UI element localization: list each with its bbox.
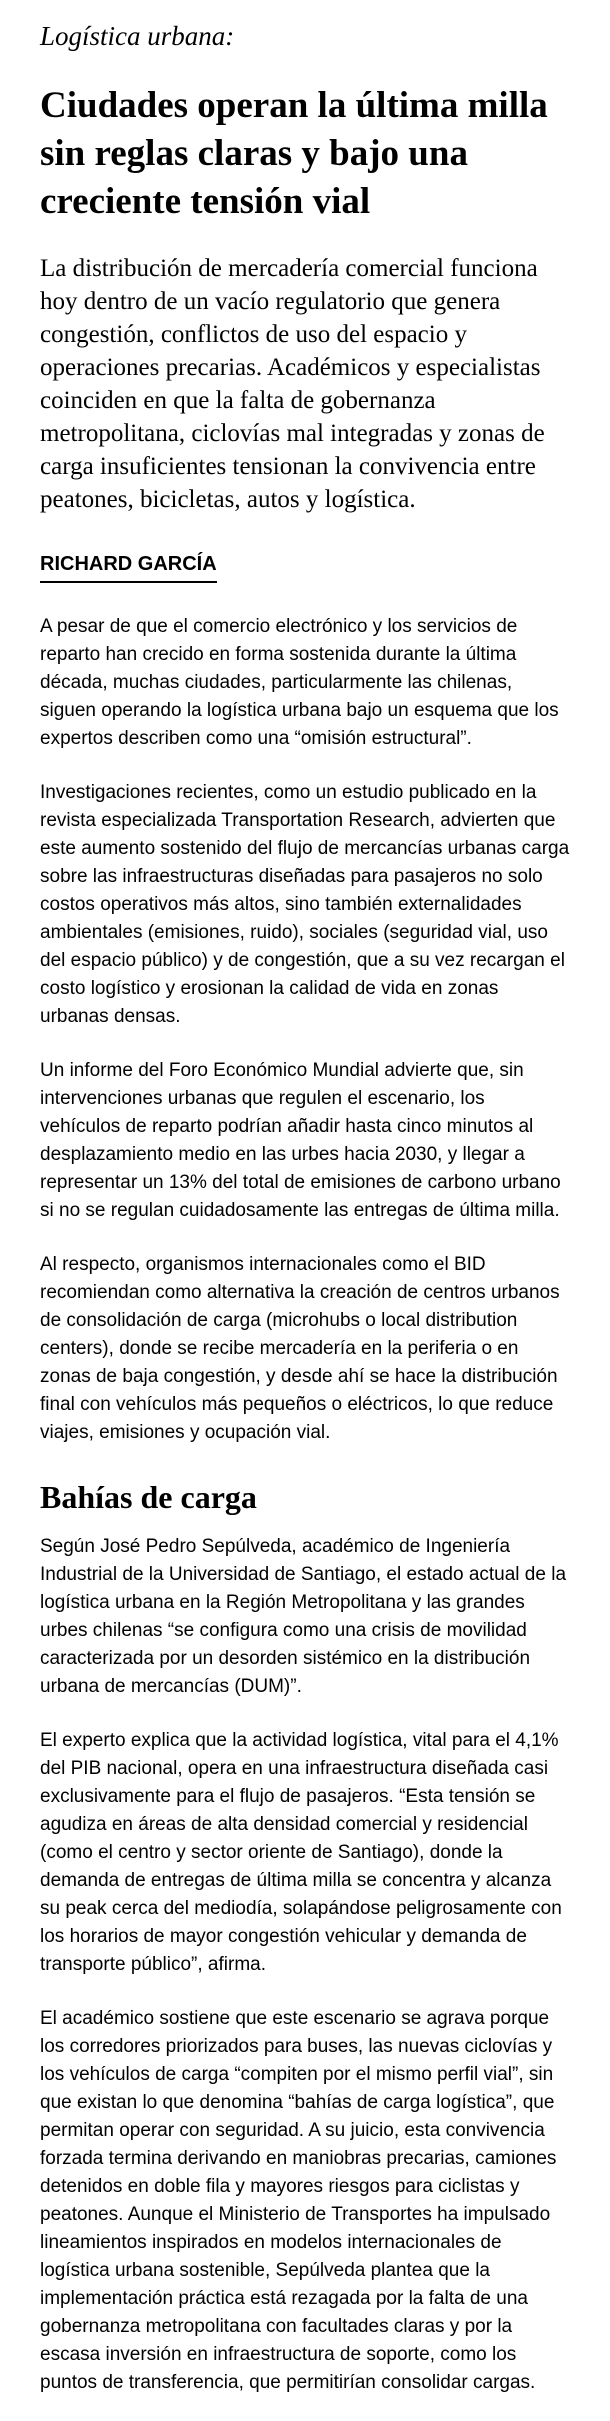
body-paragraph: Al respecto, organismos internacionales como el BID recomiendan como alternativa la creación de centros urbanos de consolidación de carga (microhubs o local distribution centers), donde se recibe mercadería en la periferia o en zonas de baja congestión, y desde ahí se hace la distribución final con vehículos más pequeños o eléctricos, lo que reduce viajes, emisiones y ocupación vial.	[40, 1254, 560, 1443]
section-heading: Bahías de carga	[40, 1479, 257, 1515]
body-paragraph: El académico sostiene que este escenario se agrava porque los corredores priorizados para buses, las nuevas ciclovías y los vehículos de carga “compiten por el mismo perfil vial”, sin que existan lo que denomina “bahías de carga logística”, que permitan operar con seguridad. A su juicio, esta convivencia forzada termina derivando en maniobras precarias, camiones detenidos en doble fila y mayores riesgos para ciclistas y peatones. Aunque el Ministerio de Transportes ha impulsado lineamientos inspirados en modelos internacionales de logística urbana sostenible, Sepúlveda plantea que la implementación práctica está rezagada por la falta de una gobernanza metropolitana con facultades claras y por la escasa inversión en infraestructura de soporte, como los puntos de transferencia, que permitirían consolidar cargas.	[40, 2008, 557, 2393]
byline: RICHARD GARCÍA	[40, 552, 217, 583]
body-paragraph: A pesar de que el comercio electrónico y los servicios de reparto han crecido en forma sostenida durante la última década, muchas ciudades, particularmente las chilenas, siguen operando la logística urbana bajo un esquema que los expertos describen como una “omisión estructural”.	[40, 616, 559, 749]
kicker: Logística urbana:	[40, 21, 235, 51]
lede: La distribución de mercadería comercial funciona hoy dentro de un vacío regulatorio que genera congestión, conflictos de uso del espacio y operaciones precarias. Académicos y especialistas coinciden en que la falta de gobernanza metropolitana, ciclovías mal integradas y zonas de carga insuficientes tensionan la convivencia entre peatones, bicicletas, autos y logística.	[40, 255, 545, 513]
body-paragraph: Investigaciones recientes, como un estudio publicado en la revista especializada Transportation Research, advierten que este aumento sostenido del flujo de mercancías urbanas carga sobre las infraestructuras diseñadas para pasajeros no solo costos operativos más altos, sino también externalidades ambientales (emisiones, ruido), sociales (seguridad vial, uso del espacio público) y de congestión, que a su vez recargan el costo logístico y erosionan la calidad de vida en zonas urbanas densas.	[40, 782, 570, 1027]
body-paragraph: El experto explica que la actividad logística, vital para el 4,1% del PIB nacional, opera en una infraestructura diseñada casi exclusivamente para el flujo de pasajeros. “Esta tensión se agudiza en áreas de alta densidad comercial y residencial (como el centro y sector oriente de Santiago), donde la demanda de entregas de última milla se concentra y alcanza su peak cerca del mediodía, solapándose peligrosamente con los horarios de mayor congestión vehicular y demanda de transporte público”, afirma.	[40, 1730, 562, 1975]
body-paragraph: Un informe del Foro Económico Mundial advierte que, sin intervenciones urbanas que regulen el escenario, los vehículos de reparto podrían añadir hasta cinco minutos al desplazamiento medio en las urbes hacia 2030, y llegar a representar un 13% del total de emisiones de carbono urbano si no se regulan cuidadosamente las entregas de última milla.	[40, 1060, 561, 1221]
headline: Ciudades operan la última milla sin reglas claras y bajo una creciente tensión vial	[40, 85, 548, 222]
body-paragraph: Según José Pedro Sepúlveda, académico de Ingeniería Industrial de la Universidad de Santiago, el estado actual de la logística urbana en la Región Metropolitana y las grandes urbes chilenas “se configura como una crisis de movilidad caracterizada por un desorden sistémico en la distribución urbana de mercancías (DUM)”.	[40, 1536, 567, 1697]
